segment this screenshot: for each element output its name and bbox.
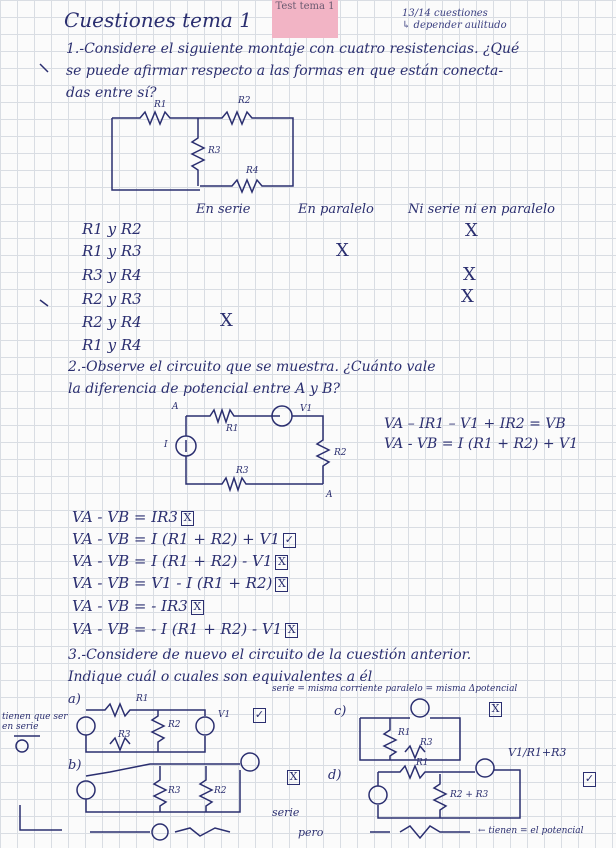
q2-option-3-text: VA - VB = I (R1 + R2) - V1: [72, 552, 273, 570]
q3-d-label: d): [328, 768, 342, 783]
q3-c-r3: R3: [420, 738, 433, 748]
col-paralelo: En paralelo: [298, 202, 374, 217]
col-ni-serie: Ni serie ni en paralelo: [408, 202, 555, 217]
q2-label-r1: R1: [226, 424, 239, 434]
q1-row-2: R1 y R3: [82, 242, 142, 260]
q2-label-a-bottom: A: [326, 490, 333, 500]
q2-option-4: [72, 574, 288, 592]
q2-option-3-box[interactable]: X: [275, 555, 288, 570]
q3-a-box[interactable]: ✓: [254, 708, 265, 721]
q3-left-note: tienen que ser en serie: [2, 712, 68, 732]
q2-option-4-text: VA - VB = V1 - I (R1 + R2): [72, 574, 273, 592]
q3-a-label: a): [68, 692, 81, 707]
question-3-text: [68, 644, 608, 688]
q1-row-2-mark: X: [336, 240, 349, 261]
q3-a-v1: V1: [218, 710, 231, 720]
q3-c-label: c): [334, 704, 347, 719]
note-line-1: 13/14 cuestiones: [402, 8, 488, 19]
q2-equation-1: VA – IR1 – V1 + IR2 = VB: [384, 416, 566, 432]
q3-c-box[interactable]: X: [489, 702, 502, 717]
q1-label-r3: R3: [208, 146, 221, 156]
q3-b-label: b): [68, 758, 82, 773]
q2-option-1: [72, 508, 194, 526]
q2-label-i: I: [164, 440, 168, 450]
q2-option-1-box[interactable]: X: [181, 511, 194, 526]
q3-b-box[interactable]: X: [287, 770, 300, 785]
q2-label-a-top: A: [172, 402, 179, 412]
q1-label-r1: R1: [154, 100, 167, 110]
q3-line-2: Indique cuál o cuales son equivalentes a él: [68, 669, 373, 685]
q3-d-note: V1/R1+R3: [508, 746, 567, 759]
q2-equation-2: VA - VB = I (R1 + R2) + V1: [384, 436, 579, 452]
bottom-note: ← tienen = el potencial: [478, 826, 584, 836]
q3-b-r3: R3: [168, 786, 181, 796]
q3-d-box[interactable]: ✓: [584, 772, 595, 785]
q2-option-3: [72, 552, 288, 570]
q2-label-v1: V1: [300, 404, 313, 414]
q1-label-r2: R2: [238, 96, 251, 106]
q1-row-3: R3 y R4: [82, 266, 142, 284]
q3-d-r1: R1: [416, 758, 429, 768]
q1-row-6: R1 y R4: [82, 336, 142, 354]
q2-option-5: [72, 597, 204, 615]
q2-option-1-text: VA - VB = IR3: [72, 508, 178, 526]
q1-row-4: R2 y R3: [82, 290, 142, 308]
q3-line-1: 3.-Considere de nuevo el circuito de la cuestión anterior.: [68, 647, 472, 663]
q1-line-2: se puede afirmar respecto a las formas en que están conecta-: [66, 63, 504, 79]
q2-option-2-text: VA - VB = I (R1 + R2) + V1: [72, 530, 280, 548]
q3-d-r2: R2 + R3: [450, 790, 489, 800]
q3-side-note: serie = misma corriente paralelo = misma Δpotencial: [272, 684, 518, 694]
q1-row-5: R2 y R4: [82, 313, 142, 331]
q2-line-1: 2.-Observe el circuito que se muestra. ¿Cuánto vale: [68, 359, 436, 375]
question-2-text: [68, 356, 608, 400]
q1-row-3-mark: X: [463, 264, 476, 285]
q3-a-r1: R1: [136, 694, 149, 704]
test-tag-label: Test tema 1: [275, 1, 335, 12]
q1-label-r4: R4: [246, 166, 259, 176]
q1-row-1: R1 y R2: [82, 220, 142, 238]
q2-option-6: [72, 620, 298, 638]
q2-option-6-text: VA - VB = - I (R1 + R2) - V1: [72, 620, 283, 638]
q1-row-5-mark: X: [220, 310, 233, 331]
q3-a-r2: R2: [168, 720, 181, 730]
q2-label-r3: R3: [236, 466, 249, 476]
note-line-2: ↳ depender aulitudo: [402, 20, 507, 31]
q2-line-2: la diferencia de potencial entre A y B?: [68, 381, 340, 397]
q1-row-4-mark: X: [461, 286, 474, 307]
q1-line-3: das entre sí?: [66, 85, 157, 101]
q1-line-1: 1.-Considere el siguiente montaje con cuatro resistencias. ¿Qué: [66, 41, 520, 57]
bottom-pero: pero: [298, 826, 324, 839]
col-serie: En serie: [196, 202, 251, 217]
q1-row-1-mark: X: [465, 220, 478, 241]
q2-label-r2: R2: [334, 448, 347, 458]
bottom-serie: serie: [272, 806, 300, 819]
q2-option-2-box[interactable]: ✓: [284, 532, 294, 546]
q2-option-2: [72, 530, 296, 548]
q3-b-r2: R2: [214, 786, 227, 796]
q2-option-6-box[interactable]: X: [285, 623, 298, 638]
page-title: Cuestiones tema 1: [64, 8, 252, 32]
q3-a-r3: R3: [118, 730, 131, 740]
q3-c-r1: R1: [398, 728, 411, 738]
q2-option-5-box[interactable]: X: [191, 600, 204, 615]
q2-option-5-text: VA - VB = - IR3: [72, 597, 188, 615]
q2-option-4-box[interactable]: X: [275, 577, 288, 592]
